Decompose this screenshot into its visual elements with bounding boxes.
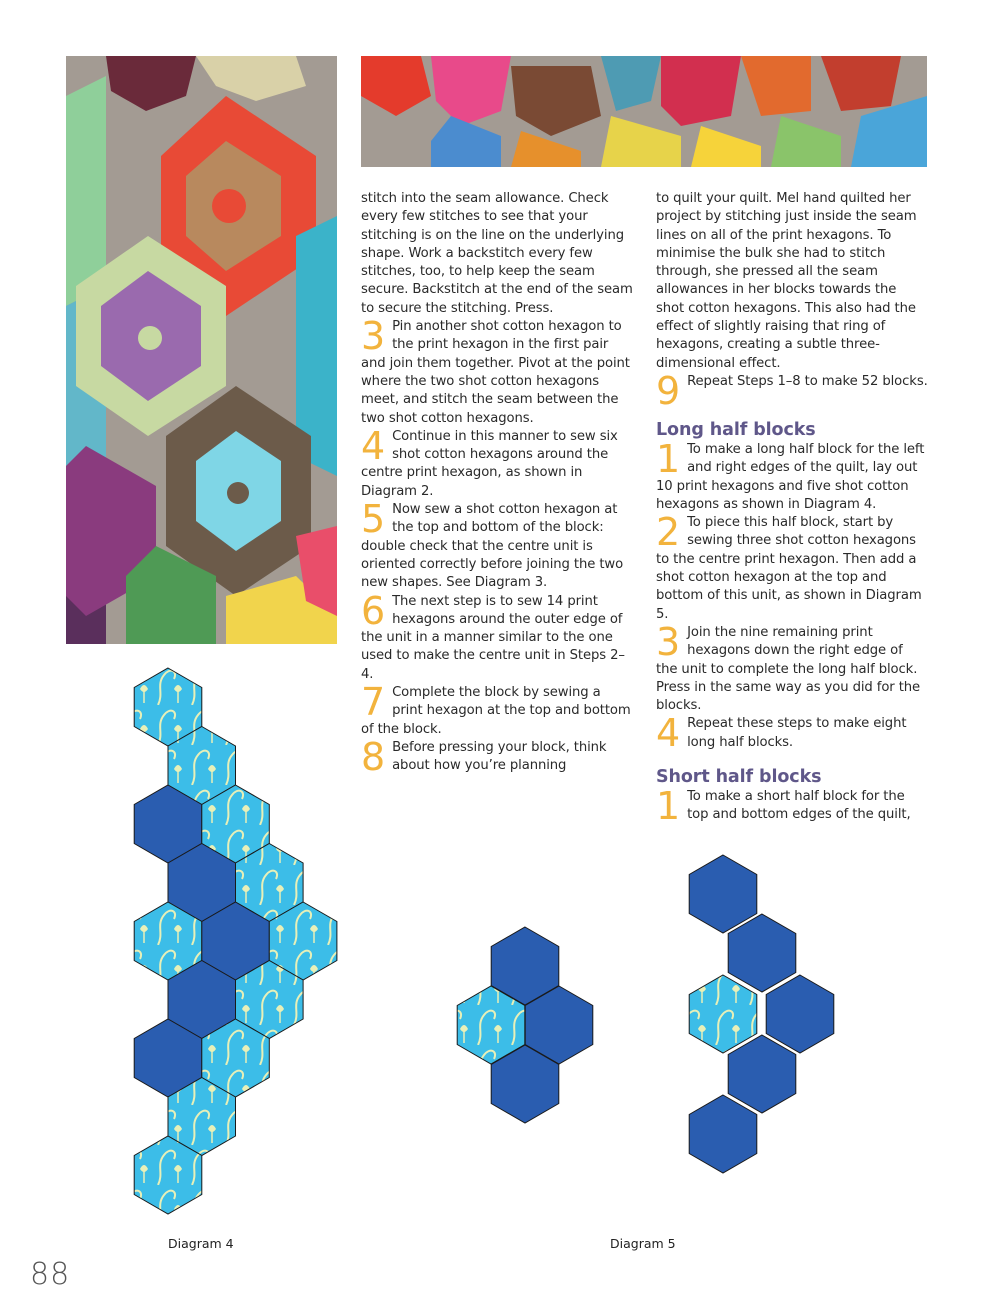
step-text: To make a short half block for the top and bottom edges of the quilt, [687,789,911,823]
quilt-photo-left-art [66,56,337,644]
step-number: 9 [656,368,681,413]
long-step-2 [656,510,928,624]
step-text: Continue in this manner to sew six shot cotton hexagons around the centre print hexagon, as shown in Diagram 2. [361,428,618,499]
step-9 [656,368,928,413]
long-half-blocks-heading: Long half blocks [656,419,816,440]
shot-cotton-hexagon [728,914,796,992]
shot-cotton-hexagon [689,1095,757,1173]
step-number: 1 [656,784,681,829]
step-3 [361,314,633,428]
step-text: Repeat Steps 1–8 to make 52 blocks. [687,373,928,389]
page-number: 88 [30,1257,71,1292]
step-8 [361,734,633,779]
step-number: 3 [656,619,681,664]
step-text: Pin another shot cotton hexagon to the print hexagon in the first pair and join them together. Pivot at the point where the two shot cotton hexagons meet, and stitch the seam between the two shot cotton hexagons. [361,319,630,426]
long-step-3 [656,619,928,715]
diagram-4-caption: Diagram 4 [168,1236,234,1251]
step-number: 8 [361,734,386,779]
shot-cotton-hexagon [689,855,757,933]
step-text: Join the nine remaining print hexagons down the right edge of the unit to complete the long half block. Press in the same way as you did for the blocks. [656,624,921,714]
step-number: 4 [361,423,386,468]
col1-intro: stitch into the seam allowance. Check every few stitches to see that your stitching is on the line on the underlying shape. Work a backstitch every few stitches, too, to help keep the seam secure. Backstitch at the end of the seam to secure the stitching. Press. [361,191,633,316]
diagram-4 [120,665,350,1225]
short-step-1 [656,784,928,829]
diagram-5-caption: Diagram 5 [610,1236,676,1251]
quilt-photo-top-art [361,56,927,167]
step-number: 4 [656,711,681,756]
step-6 [361,588,633,684]
step-text: To make a long half block for the left and right edges of the quilt, lay out 10 print hexagons and five shot cotton hexagons as shown in Diagram 4. [656,441,925,512]
step-number: 3 [361,314,386,359]
print-hexagon [689,975,757,1053]
shot-cotton-hexagon [766,975,834,1053]
step-text: Complete the block by sewing a print hexagon at the top and bottom of the block. [361,685,631,737]
step-number: 2 [656,510,681,555]
step-text: Before pressing your block, think about how you’re planning [392,739,607,774]
step-number: 6 [361,588,386,633]
step-text: The next step is to sew 14 print hexagons around the outer edge of the unit in a manner similar to the one used to make the centre unit in Steps 2–4. [361,593,625,682]
step-7 [361,680,633,739]
text-column-1 [361,190,633,779]
step-4 [361,423,633,501]
diagram-5 [440,845,860,1225]
step-number: 1 [656,436,681,481]
step-5 [361,497,633,592]
step-text: Now sew a shot cotton hexagon at the top and bottom of the block: double check that the centre unit is oriented correctly before joining the two new shapes. See Diagram 3. [361,502,624,591]
short-half-blocks-heading: Short half blocks [656,767,822,788]
step-text: To piece this half block, start by sewing three shot cotton hexagons to the centre print hexagon. Then add a shot cotton hexagon at the top and bottom of this unit, as shown in Diagram 5. [656,515,922,622]
long-step-1 [656,436,928,514]
long-step-4 [656,711,928,756]
text-column-2 [656,190,928,829]
step-text: Repeat these steps to make eight long half blocks. [687,716,907,750]
shot-cotton-hexagon [728,1035,796,1113]
quilt-photo-top [361,56,927,167]
quilt-photo-left [66,56,337,644]
step-number: 5 [361,497,386,542]
step-number: 7 [361,680,386,725]
col2-intro: to quilt your quilt. Mel hand quilted her project by stitching just inside the seam lines on all of the print hexagons. To minimise the bulk she had to stitch through, she pressed all the seam allowances in her blocks towards the shot cotton hexagons. This also had the effect of slightly raising that ring of hexagons, creating a subtle three-dimensional effect. [656,191,917,371]
